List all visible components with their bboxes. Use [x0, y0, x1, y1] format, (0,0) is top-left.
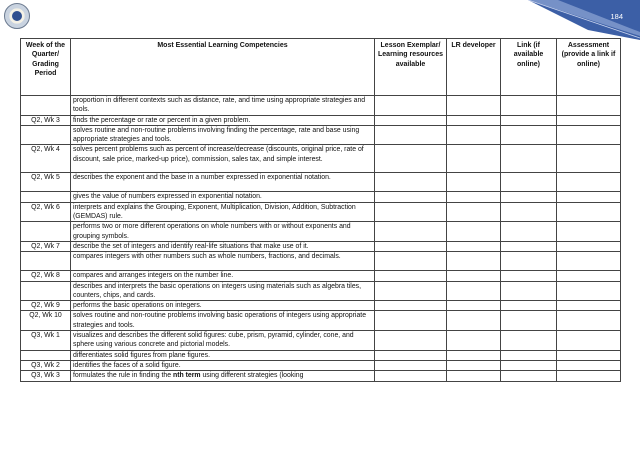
link-cell [501, 350, 557, 360]
week-cell [21, 252, 71, 271]
developer-cell [447, 281, 501, 301]
lesson-cell [375, 125, 447, 145]
link-cell [501, 252, 557, 271]
competency-cell: proportion in different contexts such as distance, rate, and time using appropriate strategies and tools. [71, 96, 375, 116]
competency-cell: identifies the faces of a solid figure. [71, 360, 375, 370]
table-row [21, 145, 621, 173]
competency-cell: differentiates solid figures from plane figures. [71, 350, 375, 360]
assessment-cell [557, 331, 621, 351]
developer-cell [447, 173, 501, 192]
lesson-cell [375, 145, 447, 173]
week-cell [21, 192, 71, 202]
competency-cell: compares and arranges integers on the number line. [71, 271, 375, 281]
competency-cell: visualizes and describes the different solid figures: cube, prism, pyramid, cylinder, cone, and sphere using various concrete and pictorial models. [71, 331, 375, 351]
link-cell [501, 173, 557, 192]
lesson-cell [375, 252, 447, 271]
assessment-cell [557, 301, 621, 311]
table-row [21, 350, 621, 360]
deped-seal-logo [4, 3, 30, 29]
assessment-cell [557, 145, 621, 173]
table-row [21, 360, 621, 370]
week-cell [21, 96, 71, 116]
developer-cell [447, 371, 501, 381]
developer-cell [447, 192, 501, 202]
link-cell [501, 145, 557, 173]
lesson-cell [375, 331, 447, 351]
competency-cell: interprets and explains the Grouping, Exponent, Multiplication, Division, Addition, Subtraction (GEMDAS) rule. [71, 202, 375, 222]
table-row [21, 301, 621, 311]
table-row [21, 125, 621, 145]
competency-cell: solves routine and non-routine problems involving finding the percentage, rate and base using appropriate strategies and tools. [71, 125, 375, 145]
developer-cell [447, 202, 501, 222]
competency-cell: performs two or more different operations on whole numbers with or without exponents and grouping symbols. [71, 222, 375, 242]
page-number: 184 [610, 12, 623, 21]
developer-cell [447, 145, 501, 173]
link-cell [501, 301, 557, 311]
week-cell: Q2, Wk 3 [21, 115, 71, 125]
header-lesson-exemplar: Lesson Exemplar/ Learning resources available [375, 39, 447, 96]
week-cell [21, 222, 71, 242]
header-week: Week of the Quarter/ Grading Period [21, 39, 71, 96]
assessment-cell [557, 241, 621, 251]
competency-cell: finds the percentage or rate or percent in a given problem. [71, 115, 375, 125]
week-cell [21, 350, 71, 360]
lesson-cell [375, 350, 447, 360]
link-cell [501, 222, 557, 242]
header-competencies: Most Essential Learning Competencies [71, 39, 375, 96]
competency-cell: solves routine and non-routine problems involving basic operations of integers using appropriate strategies and tools. [71, 311, 375, 331]
table-row [21, 173, 621, 192]
competency-cell: describes and interprets the basic operations on integers using materials such as algebra tiles, counters, chips, and cards. [71, 281, 375, 301]
assessment-cell [557, 311, 621, 331]
developer-cell [447, 115, 501, 125]
assessment-cell [557, 222, 621, 242]
assessment-cell [557, 192, 621, 202]
table-row [21, 241, 621, 251]
competency-bold-term: nth term [172, 372, 201, 380]
competency-cell: gives the value of numbers expressed in exponential notation. [71, 192, 375, 202]
week-cell: Q3, Wk 1 [21, 331, 71, 351]
corner-decoration [528, 0, 640, 40]
developer-cell [447, 360, 501, 370]
week-cell: Q3, Wk 2 [21, 360, 71, 370]
competency-cell: solves percent problems such as percent of increase/decrease (discounts, original price, rate of discount, sale price, marked-up price), commission, sales tax, and simple interest. [71, 145, 375, 173]
developer-cell [447, 222, 501, 242]
week-cell: Q2, Wk 5 [21, 173, 71, 192]
assessment-cell [557, 173, 621, 192]
lesson-cell [375, 192, 447, 202]
link-cell [501, 241, 557, 251]
assessment-cell [557, 371, 621, 381]
competency-table [20, 38, 621, 382]
link-cell [501, 125, 557, 145]
header-lr-developer: LR developer [447, 39, 501, 96]
developer-cell [447, 331, 501, 351]
competency-text: using different strategies (looking [200, 372, 304, 380]
week-cell: Q2, Wk 6 [21, 202, 71, 222]
link-cell [501, 96, 557, 116]
assessment-cell [557, 252, 621, 271]
lesson-cell [375, 301, 447, 311]
table-row [21, 311, 621, 331]
table-row [21, 202, 621, 222]
link-cell [501, 202, 557, 222]
table-row [21, 115, 621, 125]
assessment-cell [557, 202, 621, 222]
assessment-cell [557, 115, 621, 125]
table-row [21, 371, 621, 381]
lesson-cell [375, 115, 447, 125]
link-cell [501, 360, 557, 370]
competency-text: formulates the rule in finding the [73, 372, 173, 380]
assessment-cell [557, 96, 621, 116]
lesson-cell [375, 222, 447, 242]
table-row [21, 192, 621, 202]
link-cell [501, 311, 557, 331]
developer-cell [447, 252, 501, 271]
lesson-cell [375, 173, 447, 192]
lesson-cell [375, 371, 447, 381]
lesson-cell [375, 271, 447, 281]
link-cell [501, 192, 557, 202]
week-cell: Q2, Wk 10 [21, 311, 71, 331]
assessment-cell [557, 360, 621, 370]
link-cell [501, 281, 557, 301]
lesson-cell [375, 202, 447, 222]
week-cell: Q2, Wk 7 [21, 241, 71, 251]
developer-cell [447, 301, 501, 311]
week-cell [21, 281, 71, 301]
developer-cell [447, 311, 501, 331]
table-row [21, 222, 621, 242]
developer-cell [447, 96, 501, 116]
competency-cell: performs the basic operations on integers. [71, 301, 375, 311]
lesson-cell [375, 311, 447, 331]
table-row [21, 252, 621, 271]
competency-cell: describes the exponent and the base in a number expressed in exponential notation. [71, 173, 375, 192]
week-cell: Q2, Wk 4 [21, 145, 71, 173]
link-cell [501, 331, 557, 351]
lesson-cell [375, 241, 447, 251]
table-row [21, 331, 621, 351]
lesson-cell [375, 281, 447, 301]
developer-cell [447, 271, 501, 281]
week-cell: Q3, Wk 3 [21, 371, 71, 381]
table-row [21, 271, 621, 281]
lesson-cell [375, 96, 447, 116]
assessment-cell [557, 271, 621, 281]
header-link: Link (if available online) [501, 39, 557, 96]
link-cell [501, 371, 557, 381]
table-row [21, 281, 621, 301]
assessment-cell [557, 281, 621, 301]
assessment-cell [557, 350, 621, 360]
table-header-row [21, 39, 621, 96]
assessment-cell [557, 125, 621, 145]
link-cell [501, 115, 557, 125]
link-cell [501, 271, 557, 281]
competency-cell [71, 371, 375, 381]
week-cell: Q2, Wk 9 [21, 301, 71, 311]
week-cell [21, 125, 71, 145]
competency-cell: compares integers with other numbers such as whole numbers, fractions, and decimals. [71, 252, 375, 271]
lesson-cell [375, 360, 447, 370]
developer-cell [447, 350, 501, 360]
week-cell: Q2, Wk 8 [21, 271, 71, 281]
header-assessment: Assessment (provide a link if online) [557, 39, 621, 96]
table-row [21, 96, 621, 116]
competency-cell: describe the set of integers and identify real-life situations that make use of it. [71, 241, 375, 251]
developer-cell [447, 241, 501, 251]
developer-cell [447, 125, 501, 145]
